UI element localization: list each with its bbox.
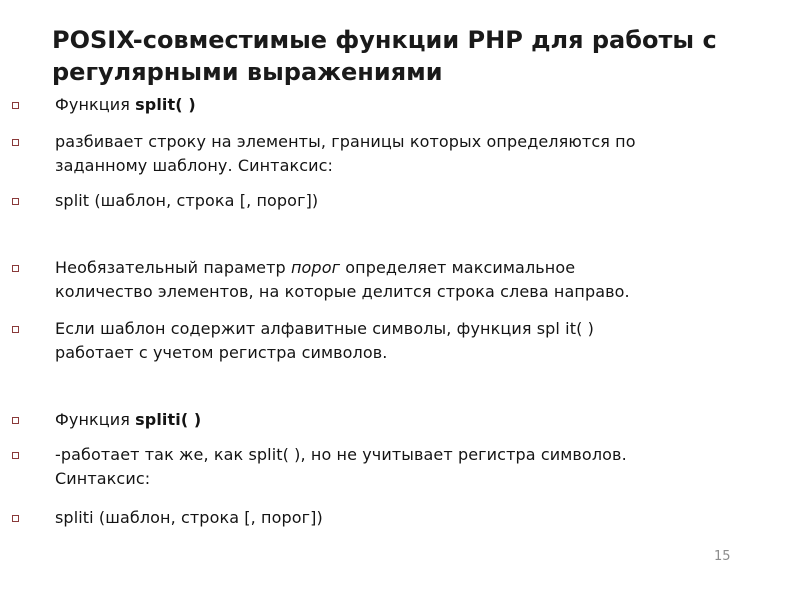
bullet-text <box>55 93 775 117</box>
bullet-square-icon <box>12 139 19 146</box>
syntax-spliti: spliti (шаблон, строка [, порог]) <box>55 508 323 527</box>
bullet-text <box>55 317 775 365</box>
bullet-text-line-1: -работает так же, как split( ), но не учитывает регистра символов. <box>55 445 627 464</box>
bullet-text-line-2: заданному шаблону. Синтаксис: <box>55 156 334 175</box>
bullet-square-icon <box>12 102 19 109</box>
bullet-square-icon <box>12 265 19 272</box>
param-name-porog: порог <box>290 258 341 277</box>
bullet-text <box>55 443 775 491</box>
bullet-text-prefix: Функция <box>55 410 136 429</box>
bullet-text-suffix: определяет максимальное <box>340 258 576 277</box>
bullet-text <box>55 189 775 213</box>
bullet-text <box>55 408 775 432</box>
bullet-text-line-2: работает с учетом регистра символов. <box>55 343 388 362</box>
bullet-text <box>55 256 775 304</box>
bullet-text-prefix: Функция <box>55 95 136 114</box>
bullet-square-icon <box>12 452 19 459</box>
bullet-square-icon <box>12 417 19 424</box>
slide-title <box>52 24 772 88</box>
bullet-square-icon <box>12 198 19 205</box>
function-name-spliti: spliti( ) <box>135 410 202 429</box>
bullet-square-icon <box>12 515 19 522</box>
bullet-text <box>55 506 775 530</box>
bullet-text <box>55 130 775 178</box>
title-line-2: регулярными выражениями <box>52 58 443 86</box>
title-line-1: POSIX-совместимые функции PHP для работы с <box>52 26 717 54</box>
bullet-text-line-2: количество элементов, на которые делится строка слева направо. <box>55 282 630 301</box>
page-number: 15 <box>714 549 731 564</box>
syntax-split: split (шаблон, строка [, порог]) <box>55 191 319 210</box>
bullet-text-prefix: Необязательный параметр <box>55 258 291 277</box>
bullet-text-line-2: Синтаксис: <box>55 469 151 488</box>
bullet-text-line-1: Если шаблон содержит алфавитные символы, функция spl it( ) <box>55 319 594 338</box>
bullet-square-icon <box>12 326 19 333</box>
bullet-text-line-1: разбивает строку на элементы, границы которых определяются по <box>55 132 636 151</box>
function-name-split: split( ) <box>135 95 196 114</box>
